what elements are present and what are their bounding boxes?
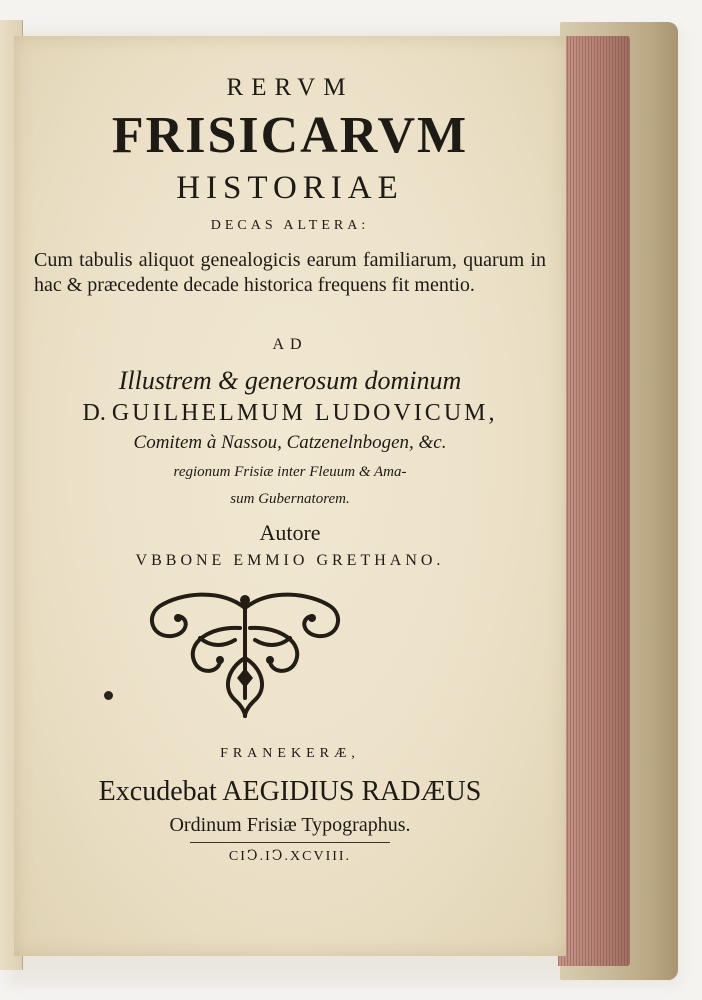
author-label: Autore — [259, 520, 321, 545]
page-edges — [558, 36, 630, 966]
printers-ornament-icon — [140, 588, 350, 718]
ink-spot — [104, 691, 113, 700]
imprint-date: CIↃ.IↃ.XCVIII. — [228, 849, 352, 864]
title-line-2: FRISICARVM — [111, 107, 469, 164]
author-name: VBBONE EMMIO GRETHANO. — [135, 552, 445, 569]
dedication-line-1: Illustrem & generosum dominum — [118, 366, 462, 395]
dedication-line-4: regionum Frisiæ inter Fleuum & Ama- — [173, 464, 407, 480]
dedicatee-name: GUILHELMUM LUDOVICUM, — [111, 400, 498, 426]
description-text: Cum tabulis aliquot genealogicis earum familiarum, quarum in hac & præcedente decade historica frequens fit mentio. — [34, 249, 546, 296]
imprint-place: FRANEKERÆ, — [220, 746, 360, 761]
imprint-printer-title: Ordinum Frisiæ Typographus. — [169, 814, 411, 836]
title-line-4: DECAS ALTERA: — [210, 218, 370, 233]
title-line-1: RERVM — [226, 74, 354, 101]
dedication-line-2 — [14, 400, 566, 427]
dedication-line-3: Comitem à Nassou, Catzenelnbogen, &c. — [133, 432, 447, 453]
imprint-printer: Excudebat AEGIDIUS RADÆUS — [98, 776, 482, 807]
title-line-3: HISTORIAE — [176, 170, 404, 206]
ad-label: AD — [272, 336, 308, 353]
dedication-line-5: sum Gubernatorem. — [230, 491, 350, 507]
imprint-rule — [190, 842, 390, 843]
dedication-prefix: D. — [82, 400, 106, 426]
title-page — [14, 36, 566, 956]
